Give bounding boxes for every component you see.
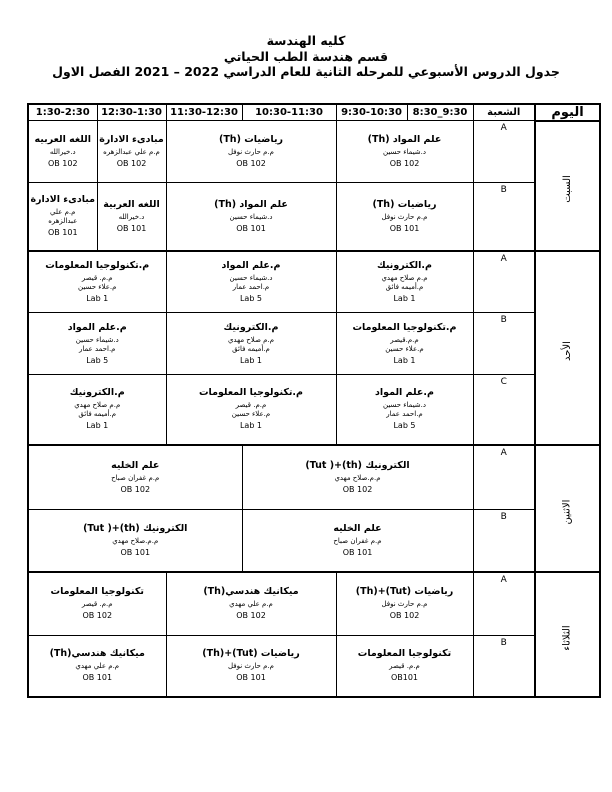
teacher-name: م.احمد عمار bbox=[78, 344, 116, 353]
course-cell bbox=[336, 375, 473, 445]
teacher-name: م.م علي bbox=[50, 208, 76, 217]
schedule-title: جدول الدروس الأسبوعي للمرحله الثانية للعام الدراسي ‎2021 – 2022‎ الفصل الاول bbox=[52, 64, 560, 79]
teacher-name: م.م. قيصر bbox=[81, 273, 113, 282]
college-title: كليه الهندسة bbox=[266, 33, 346, 48]
day-label: الاثنين bbox=[561, 499, 573, 524]
course-cell bbox=[97, 121, 166, 183]
teacher-name: م.احمد عمار bbox=[232, 282, 270, 291]
teacher-name: م.م. قيصر bbox=[235, 401, 267, 410]
day-cell bbox=[535, 445, 600, 572]
course-cell bbox=[242, 510, 473, 572]
room-code: OB 102 bbox=[389, 611, 420, 621]
room-code: OB 101 bbox=[47, 228, 78, 238]
teacher-name: م.أميمه فائق bbox=[385, 282, 424, 291]
teacher-name: م.م حارث نوفل bbox=[228, 662, 274, 671]
course-title: ميكانيك هندسي‎(Th)‎ bbox=[203, 586, 299, 598]
day-group bbox=[28, 251, 600, 445]
section-letter: B bbox=[473, 313, 535, 375]
section-letter: A bbox=[473, 445, 535, 510]
course-title: م.علم المواد bbox=[67, 321, 127, 333]
course-title: رياضيات ‎(Th)+(Tut)‎ bbox=[202, 648, 300, 660]
teacher-name: م.م غفران صباح bbox=[333, 536, 382, 545]
course-cell bbox=[166, 183, 336, 251]
room-code: OB 102 bbox=[342, 484, 373, 494]
teacher-name: م.علاء حسين bbox=[385, 344, 424, 353]
course-cell bbox=[166, 313, 336, 375]
course-title: الكترونيك ‎(Tut )+(th)‎ bbox=[83, 522, 188, 534]
course-cell bbox=[336, 251, 473, 313]
teacher-name: م.م حارث نوفل bbox=[228, 148, 274, 156]
course-title: اللغه العربية bbox=[103, 198, 160, 210]
teacher-name: د.شيماء حسين bbox=[382, 148, 427, 156]
day-group bbox=[28, 121, 600, 251]
day-cell bbox=[535, 572, 600, 697]
course-title: رياضيات ‎(Th)‎ bbox=[218, 134, 284, 145]
course-cell bbox=[28, 445, 242, 510]
teacher-name: عبدالزهره bbox=[48, 217, 78, 226]
day-label: الأحد bbox=[561, 341, 573, 361]
room-code: OB 101 bbox=[236, 673, 266, 683]
course-cell bbox=[28, 121, 97, 183]
course-cell bbox=[28, 636, 166, 697]
course-title: م.الكترونيك bbox=[69, 387, 125, 399]
teacher-name: م.م.صلاح مهدي bbox=[334, 473, 381, 482]
room-code: OB 101 bbox=[120, 547, 151, 557]
day-cell bbox=[535, 251, 600, 445]
course-title: م.علم المواد bbox=[375, 387, 434, 399]
teacher-name: م.احمد عمار bbox=[386, 410, 423, 419]
teacher-name: م.م غفران صباح bbox=[111, 473, 160, 482]
course-title: علم المواد ‎(Th)‎ bbox=[214, 198, 288, 210]
teacher-name: د.شيماء حسين bbox=[229, 273, 273, 282]
time-header-930: 9:30-10:30 bbox=[336, 104, 407, 121]
course-cell bbox=[28, 183, 97, 251]
room-code: Lab 1 bbox=[393, 355, 416, 365]
course-cell bbox=[336, 121, 473, 183]
course-title: تكنولوجيا المعلومات bbox=[357, 648, 452, 660]
section-letter: B bbox=[473, 183, 535, 251]
teacher-name: م.أميمه فائق bbox=[78, 410, 117, 419]
course-cell bbox=[336, 572, 473, 636]
teacher-name: د.شيماء حسين bbox=[229, 212, 273, 221]
teacher-name: م.م حارث نوفل bbox=[381, 212, 428, 221]
time-header-830: 8:30_9:30 bbox=[407, 104, 473, 121]
section-letter: C bbox=[473, 375, 535, 445]
day-group bbox=[28, 572, 600, 697]
teacher-name: م.م صلاح مهدي bbox=[227, 335, 275, 344]
room-code: Lab 5 bbox=[86, 355, 109, 365]
room-code: OB 102 bbox=[116, 159, 147, 168]
room-code: OB 102 bbox=[236, 611, 266, 621]
table-header-row bbox=[28, 104, 600, 121]
section-column-header: الشعبة bbox=[473, 104, 535, 121]
room-code: OB 101 bbox=[116, 223, 147, 233]
section-letter: A bbox=[473, 572, 535, 636]
room-code: OB 101 bbox=[236, 223, 266, 233]
teacher-name: د.شيماء حسين bbox=[382, 401, 427, 410]
day-cell bbox=[535, 121, 600, 251]
room-code: OB 102 bbox=[120, 484, 151, 494]
course-cell bbox=[166, 375, 336, 445]
course-cell bbox=[28, 251, 166, 313]
room-code: OB101 bbox=[390, 673, 419, 683]
teacher-name: م.م علي مهدي bbox=[229, 600, 273, 609]
course-cell bbox=[336, 183, 473, 251]
room-code: OB 102 bbox=[389, 159, 420, 168]
course-cell bbox=[166, 251, 336, 313]
course-title: م.الكترونيك bbox=[223, 321, 279, 333]
course-title: اللغه العربيه bbox=[34, 134, 91, 145]
section-letter: A bbox=[473, 121, 535, 183]
course-title: مبادىء الادارة bbox=[30, 194, 96, 206]
day-group bbox=[28, 445, 600, 572]
day-label: السبت bbox=[561, 175, 573, 203]
course-title: تكنولوجيا المعلومات bbox=[50, 586, 144, 598]
schedule-table bbox=[27, 103, 601, 698]
section-letter: A bbox=[473, 251, 535, 313]
course-cell bbox=[336, 636, 473, 697]
room-code: Lab 5 bbox=[393, 421, 416, 431]
day-column-header: اليوم bbox=[535, 104, 600, 121]
course-cell bbox=[28, 313, 166, 375]
room-code: Lab 5 bbox=[239, 293, 263, 303]
room-code: OB 101 bbox=[342, 547, 373, 557]
room-code: OB 102 bbox=[82, 611, 113, 621]
department-title: قسم هندسة الطب الحياتي bbox=[223, 48, 389, 64]
time-header-1030: 10:30-11:30 bbox=[242, 104, 336, 121]
day-label: الثلاثاء bbox=[561, 624, 573, 651]
room-code: Lab 1 bbox=[86, 293, 109, 303]
teacher-name: م.علاء حسين bbox=[78, 282, 117, 291]
time-header-1230: 12:30-1:30 bbox=[97, 104, 166, 121]
course-cell bbox=[166, 121, 336, 183]
course-title: مبادىء الادارة bbox=[99, 134, 164, 145]
teacher-name: م.علاء حسين bbox=[231, 410, 271, 419]
course-cell bbox=[166, 572, 336, 636]
room-code: OB 101 bbox=[389, 223, 420, 233]
room-code: OB 102 bbox=[47, 159, 78, 168]
time-header-130: 1:30-2:30 bbox=[28, 104, 97, 121]
course-title: م.تكنولوجيا المعلومات bbox=[352, 321, 457, 333]
course-title: رياضيات ‎(Th)+(Tut)‎ bbox=[355, 586, 454, 598]
teacher-name: م.م. قيصر bbox=[81, 600, 113, 609]
room-code: Lab 1 bbox=[86, 421, 109, 431]
teacher-name: م.م علي مهدي bbox=[75, 662, 120, 671]
room-code: OB 101 bbox=[82, 673, 113, 683]
course-cell bbox=[28, 375, 166, 445]
course-title: م.علم المواد bbox=[221, 259, 281, 271]
teacher-name: م.م حارث نوفل bbox=[381, 600, 428, 609]
document-header bbox=[0, 0, 612, 80]
teacher-name: م.م. قيصر bbox=[389, 662, 420, 671]
course-title: علم الخليه bbox=[333, 522, 382, 534]
room-code: Lab 1 bbox=[239, 421, 263, 431]
teacher-name: د.خيرالله bbox=[118, 212, 145, 221]
course-cell bbox=[28, 572, 166, 636]
teacher-name: م.م علي عبدالزهره bbox=[103, 148, 160, 156]
section-letter: B bbox=[473, 510, 535, 572]
course-title: علم المواد ‎(Th)‎ bbox=[367, 134, 442, 145]
teacher-name: م.م.صلاح مهدي bbox=[112, 536, 159, 545]
room-code: Lab 1 bbox=[393, 293, 416, 303]
course-title: علم الخليه bbox=[111, 459, 160, 471]
course-title: م.الكترونيك bbox=[377, 259, 432, 271]
teacher-name: م.أميمه فائق bbox=[232, 344, 270, 353]
course-cell bbox=[97, 183, 166, 251]
course-cell bbox=[28, 510, 242, 572]
teacher-name: د.خيرالله bbox=[49, 148, 76, 156]
course-title: م.تكنولوجيا المعلومات bbox=[45, 259, 150, 271]
course-cell bbox=[242, 445, 473, 510]
course-cell bbox=[336, 313, 473, 375]
teacher-name: م.م.قيصر bbox=[390, 335, 419, 344]
course-title: م.تكنولوجيا المعلومات bbox=[198, 387, 303, 399]
time-header-1130: 11:30-12:30 bbox=[166, 104, 242, 121]
section-letter: B bbox=[473, 636, 535, 697]
course-cell bbox=[166, 636, 336, 697]
teacher-name: د.شيماء حسين bbox=[75, 335, 119, 344]
course-title: الكترونيك ‎(Tut )+(th)‎ bbox=[305, 459, 410, 471]
course-title: رياضيات ‎(Th)‎ bbox=[372, 198, 437, 210]
teacher-name: م.م صلاح مهدي bbox=[381, 273, 428, 282]
course-title: ميكانيك هندسي‎(Th)‎ bbox=[49, 648, 145, 660]
room-code: OB 102 bbox=[236, 159, 266, 168]
room-code: Lab 1 bbox=[239, 355, 263, 365]
teacher-name: م.م صلاح مهدي bbox=[74, 401, 121, 410]
